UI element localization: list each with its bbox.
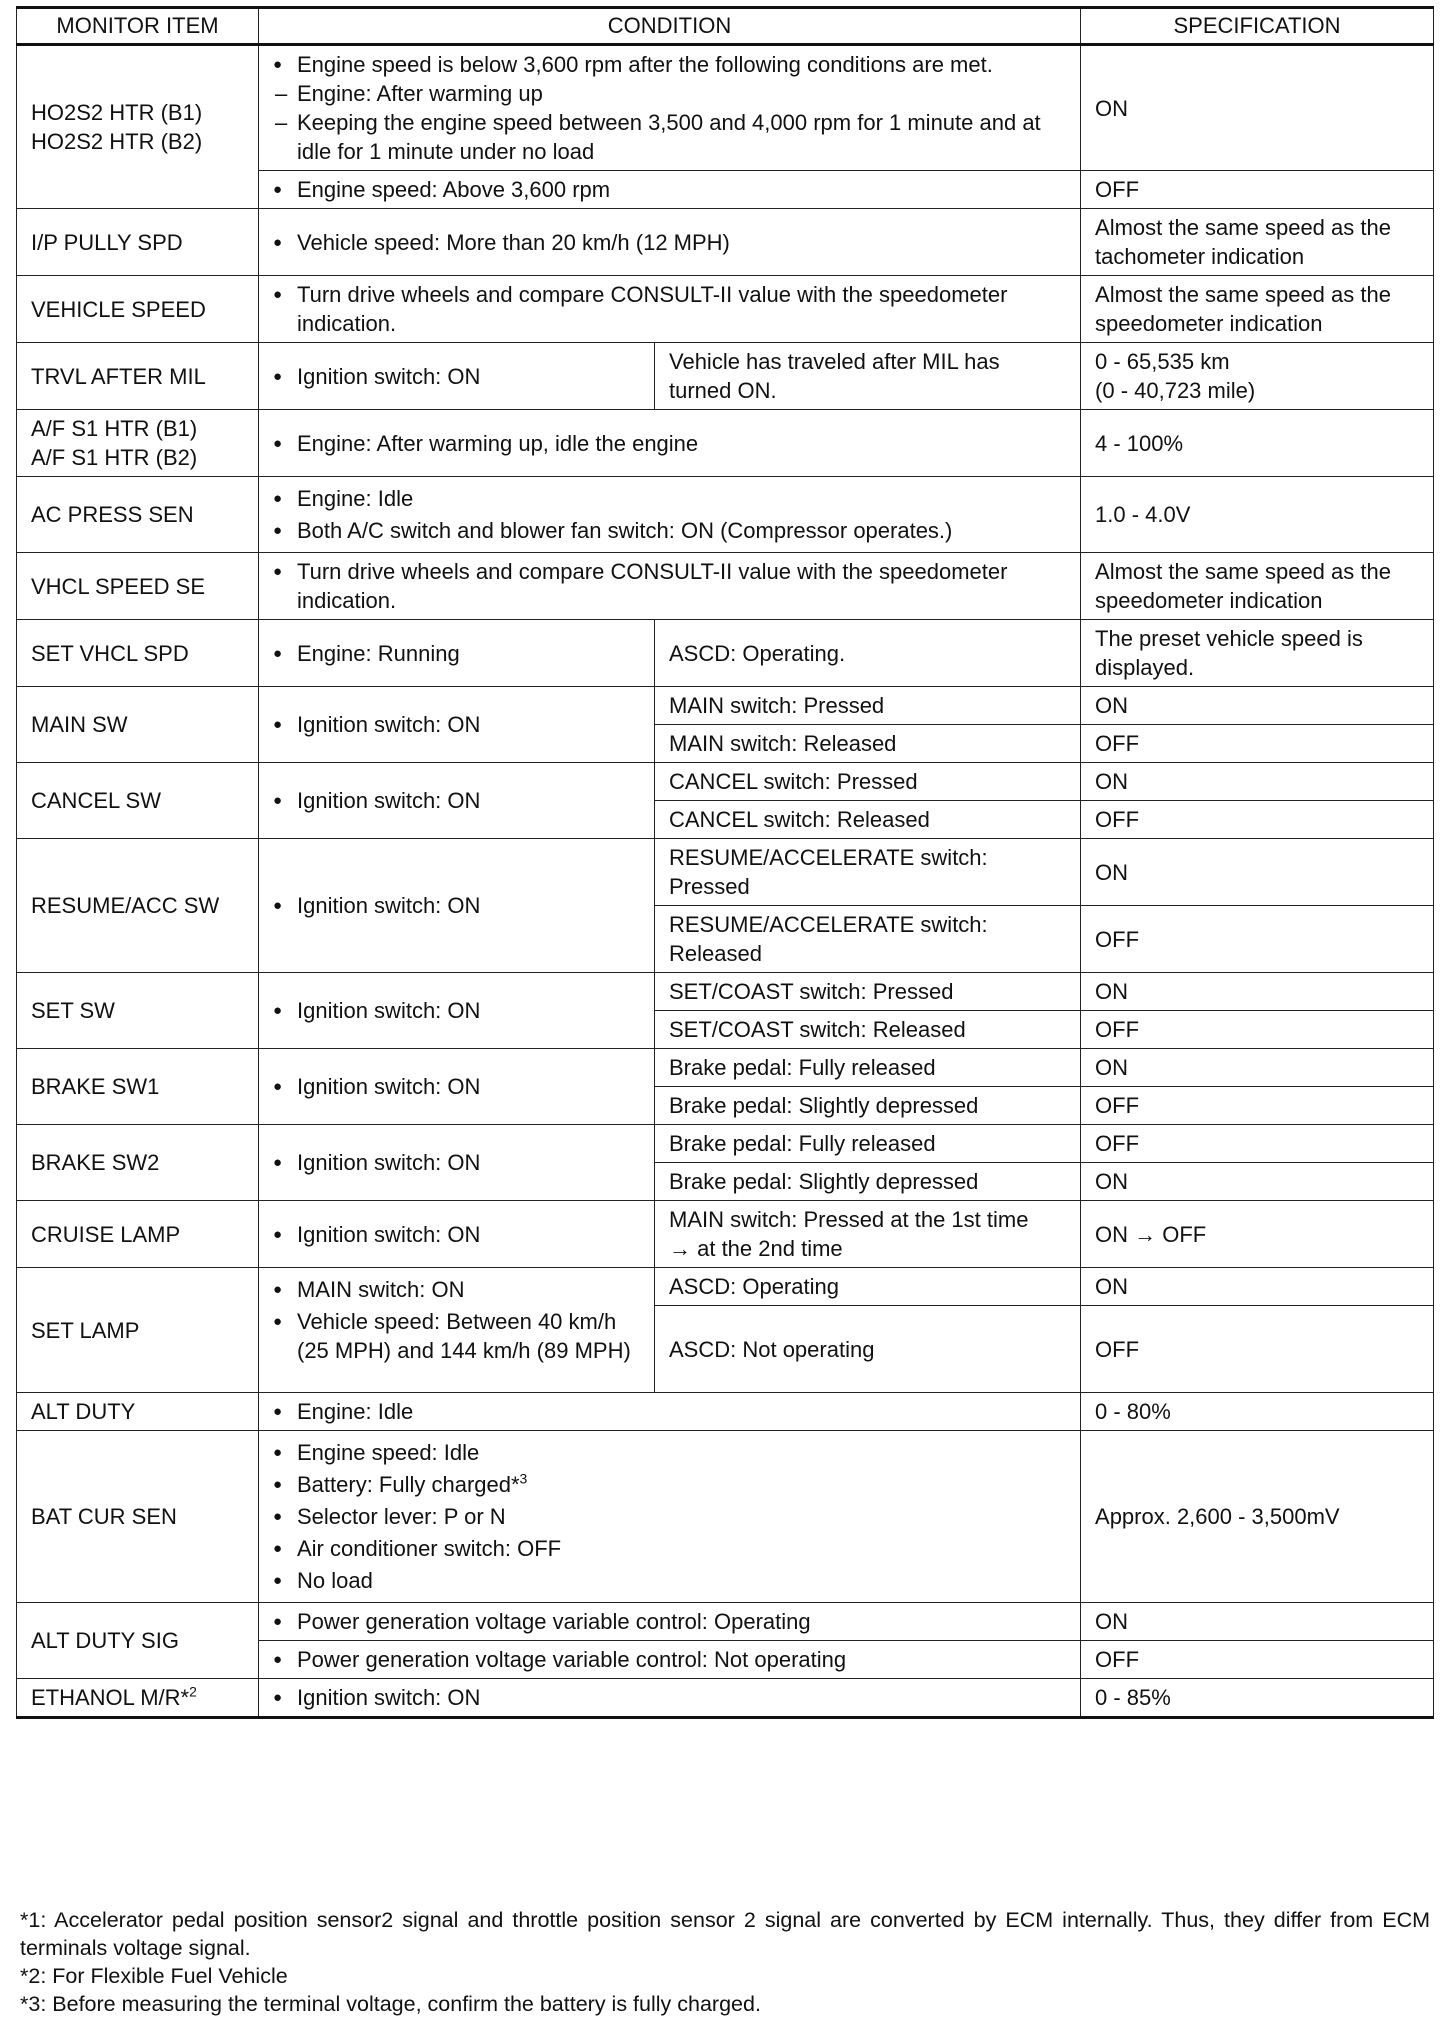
sub-condition: SET/COAST switch: Pressed (655, 973, 1081, 1011)
bullet-item: ● Ignition switch: ON (273, 891, 640, 920)
monitor-item: VEHICLE SPEED (17, 276, 259, 343)
specification: ON (1081, 1049, 1434, 1087)
table-row (17, 620, 1434, 687)
specification: 1.0 - 4.0V (1081, 477, 1434, 553)
header-condition: CONDITION (259, 8, 1081, 45)
bullet-item: ● Engine speed is below 3,600 rpm after the following conditions are met. (273, 50, 1066, 79)
monitor-item: SET SW (17, 973, 259, 1049)
header-row (17, 8, 1434, 45)
sub-condition: RESUME/ACCELERATE switch: Released (655, 906, 1081, 973)
condition (259, 477, 1081, 553)
footnote-2: *2: For Flexible Fuel Vehicle (20, 1964, 288, 1988)
monitor-item: SET LAMP (17, 1268, 259, 1393)
sub-condition: MAIN switch: Released (655, 725, 1081, 763)
bullet-item: ● Power generation voltage variable control: Operating (273, 1607, 1066, 1636)
condition (259, 410, 1081, 477)
monitor-item: ETHANOL M/R*$^2$ (17, 1679, 259, 1718)
monitor-item: HO2S2 HTR (B1) HO2S2 HTR (B2) (17, 45, 259, 209)
specification: ON (1081, 1268, 1434, 1306)
monitor-item: I/P PULLY SPD (17, 209, 259, 276)
table-row (17, 1393, 1434, 1431)
condition (259, 973, 655, 1049)
monitor-item: ALT DUTY (17, 1393, 259, 1431)
sub-condition: CANCEL switch: Released (655, 801, 1081, 839)
bullet-item: ● Engine: Idle (273, 1397, 1066, 1426)
condition (259, 1201, 655, 1268)
monitor-item: SET VHCL SPD (17, 620, 259, 687)
monitor-item: VHCL SPEED SE (17, 553, 259, 620)
monitor-item: MAIN SW (17, 687, 259, 763)
table-row (17, 1201, 1434, 1268)
monitor-item: A/F S1 HTR (B1) A/F S1 HTR (B2) (17, 410, 259, 477)
specification: OFF (1081, 1087, 1434, 1125)
specification: Almost the same speed as the speedometer indication (1081, 276, 1434, 343)
bullet-item: ● Ignition switch: ON (273, 786, 640, 815)
specification: Almost the same speed as the tachometer indication (1081, 209, 1434, 276)
specification: ON (1081, 1603, 1434, 1641)
table-row (17, 763, 1434, 801)
table-row (17, 1049, 1434, 1087)
specification: 0 - 65,535 km (0 - 40,723 mile) (1081, 343, 1434, 410)
specification: OFF (1081, 1125, 1434, 1163)
sub-condition: Brake pedal: Slightly depressed (655, 1163, 1081, 1201)
bullet-item: ● Power generation voltage variable control: Not operating (273, 1645, 1066, 1674)
footnotes (20, 1906, 1430, 2018)
condition (259, 276, 1081, 343)
bullet-item: ● Ignition switch: ON (273, 1148, 640, 1177)
specification: OFF (1081, 1011, 1434, 1049)
table-row (17, 687, 1434, 725)
bullet-item: ● Ignition switch: ON (273, 996, 640, 1025)
condition (259, 1393, 1081, 1431)
bullet-item: ● Engine speed: Above 3,600 rpm (273, 175, 1066, 204)
specification: OFF (1081, 1641, 1434, 1679)
condition (259, 687, 655, 763)
dash-item: – Keeping the engine speed between 3,500 and 4,000 rpm for 1 minute and at idle for 1 minute under no load (273, 108, 1066, 166)
bullet-item: ● No load (273, 1566, 1066, 1595)
table-row (17, 410, 1434, 477)
bullet-item: ● Engine: After warming up, idle the engine (273, 429, 1066, 458)
table-row (17, 553, 1434, 620)
condition (259, 171, 1081, 209)
monitor-item: ALT DUTY SIG (17, 1603, 259, 1679)
sub-condition: ASCD: Operating. (655, 620, 1081, 687)
monitor-item: CRUISE LAMP (17, 1201, 259, 1268)
condition (259, 1268, 655, 1393)
specification: The preset vehicle speed is displayed. (1081, 620, 1434, 687)
bullet-item: ● Engine: Running (273, 639, 640, 668)
specification: 0 - 85% (1081, 1679, 1434, 1718)
footnote-1: *1: Accelerator pedal position sensor2 signal and throttle position sensor 2 signal are converted by ECM internally. Thus, they differ from ECM terminals voltage signal. (20, 1908, 1430, 1960)
bullet-item: ● Both A/C switch and blower fan switch: ON (Compressor operates.) (273, 516, 1066, 545)
table-row (17, 1679, 1434, 1718)
condition (259, 763, 655, 839)
bullet-item: ● Vehicle speed: Between 40 km/h (25 MPH) and 144 km/h (89 MPH) (273, 1307, 640, 1365)
table-row (17, 839, 1434, 906)
sub-condition: ASCD: Not operating (655, 1306, 1081, 1393)
condition (259, 1125, 655, 1201)
condition (259, 209, 1081, 276)
specification: Approx. 2,600 - 3,500mV (1081, 1431, 1434, 1603)
footnote-ref: 3 (519, 1470, 528, 1487)
specification: OFF (1081, 1306, 1434, 1393)
specification: ON (1081, 973, 1434, 1011)
header-monitor-item: MONITOR ITEM (17, 8, 259, 45)
sub-condition: Brake pedal: Slightly depressed (655, 1087, 1081, 1125)
table-row (17, 1268, 1434, 1306)
condition (259, 839, 655, 973)
table-row (17, 45, 1434, 171)
specification: ON (1081, 1163, 1434, 1201)
condition (259, 1431, 1081, 1603)
condition (259, 45, 1081, 171)
sub-condition: Vehicle has traveled after MIL has turned ON. (655, 343, 1081, 410)
monitor-item: AC PRESS SEN (17, 477, 259, 553)
monitor-item: BRAKE SW2 (17, 1125, 259, 1201)
sub-condition: Brake pedal: Fully released (655, 1049, 1081, 1087)
specification: OFF (1081, 171, 1434, 209)
bullet-item: ● Air conditioner switch: OFF (273, 1534, 1066, 1563)
table-row (17, 209, 1434, 276)
table-row (17, 1603, 1434, 1641)
table-row (17, 343, 1434, 410)
sub-condition: MAIN switch: Pressed at the 1st time → at the 2nd time (655, 1201, 1081, 1268)
bullet-item: ● Battery: Fully charged*$^3$ (273, 1470, 1066, 1499)
monitor-item: CANCEL SW (17, 763, 259, 839)
specification: ON (1081, 839, 1434, 906)
bullet-item: ● Engine: Idle (273, 484, 1066, 513)
condition (259, 1679, 1081, 1718)
bullet-item: ● MAIN switch: ON (273, 1275, 640, 1304)
bullet-item: ● Turn drive wheels and compare CONSULT-II value with the speedometer indication. (273, 557, 1066, 615)
specification: ON (1081, 763, 1434, 801)
sub-condition: SET/COAST switch: Released (655, 1011, 1081, 1049)
table-row (17, 1125, 1434, 1163)
bullet-item: ● Ignition switch: ON (273, 710, 640, 739)
specification: 0 - 80% (1081, 1393, 1434, 1431)
monitor-item: BAT CUR SEN (17, 1431, 259, 1603)
bullet-item: ● Ignition switch: ON (273, 1072, 640, 1101)
specification: ON (1081, 45, 1434, 171)
specification: ON (1081, 687, 1434, 725)
condition (259, 343, 655, 410)
specification: Almost the same speed as the speedometer indication (1081, 553, 1434, 620)
specification: OFF (1081, 906, 1434, 973)
condition (259, 620, 655, 687)
sub-condition: CANCEL switch: Pressed (655, 763, 1081, 801)
table-row (17, 973, 1434, 1011)
sub-condition: Brake pedal: Fully released (655, 1125, 1081, 1163)
specification: OFF (1081, 725, 1434, 763)
table-row (17, 477, 1434, 553)
sub-condition: MAIN switch: Pressed (655, 687, 1081, 725)
table-row (17, 276, 1434, 343)
monitor-spec-table (16, 6, 1434, 1719)
bullet-item: ● Turn drive wheels and compare CONSULT-II value with the speedometer indication. (273, 280, 1066, 338)
condition (259, 553, 1081, 620)
dash-item: – Engine: After warming up (273, 79, 1066, 108)
specification: ON → OFF (1081, 1201, 1434, 1268)
footnote-3: *3: Before measuring the terminal voltage, confirm the battery is fully charged. (20, 1992, 761, 2016)
sub-condition: RESUME/ACCELERATE switch: Pressed (655, 839, 1081, 906)
bullet-item: ● Vehicle speed: More than 20 km/h (12 MPH) (273, 228, 1066, 257)
condition (259, 1049, 655, 1125)
specification: 4 - 100% (1081, 410, 1434, 477)
footnote-ref: 2 (189, 1683, 197, 1700)
header-specification: SPECIFICATION (1081, 8, 1434, 45)
bullet-item: ● Ignition switch: ON (273, 1220, 640, 1249)
condition (259, 1603, 1081, 1641)
bullet-item: ● Engine speed: Idle (273, 1438, 1066, 1467)
sub-condition: ASCD: Operating (655, 1268, 1081, 1306)
table-row (17, 1431, 1434, 1603)
specification: OFF (1081, 801, 1434, 839)
monitor-item: RESUME/ACC SW (17, 839, 259, 973)
bullet-item: ● Ignition switch: ON (273, 1683, 1066, 1712)
monitor-item: TRVL AFTER MIL (17, 343, 259, 410)
condition (259, 1641, 1081, 1679)
monitor-item: BRAKE SW1 (17, 1049, 259, 1125)
bullet-item: ● Selector lever: P or N (273, 1502, 1066, 1531)
bullet-item: ● Ignition switch: ON (273, 362, 640, 391)
